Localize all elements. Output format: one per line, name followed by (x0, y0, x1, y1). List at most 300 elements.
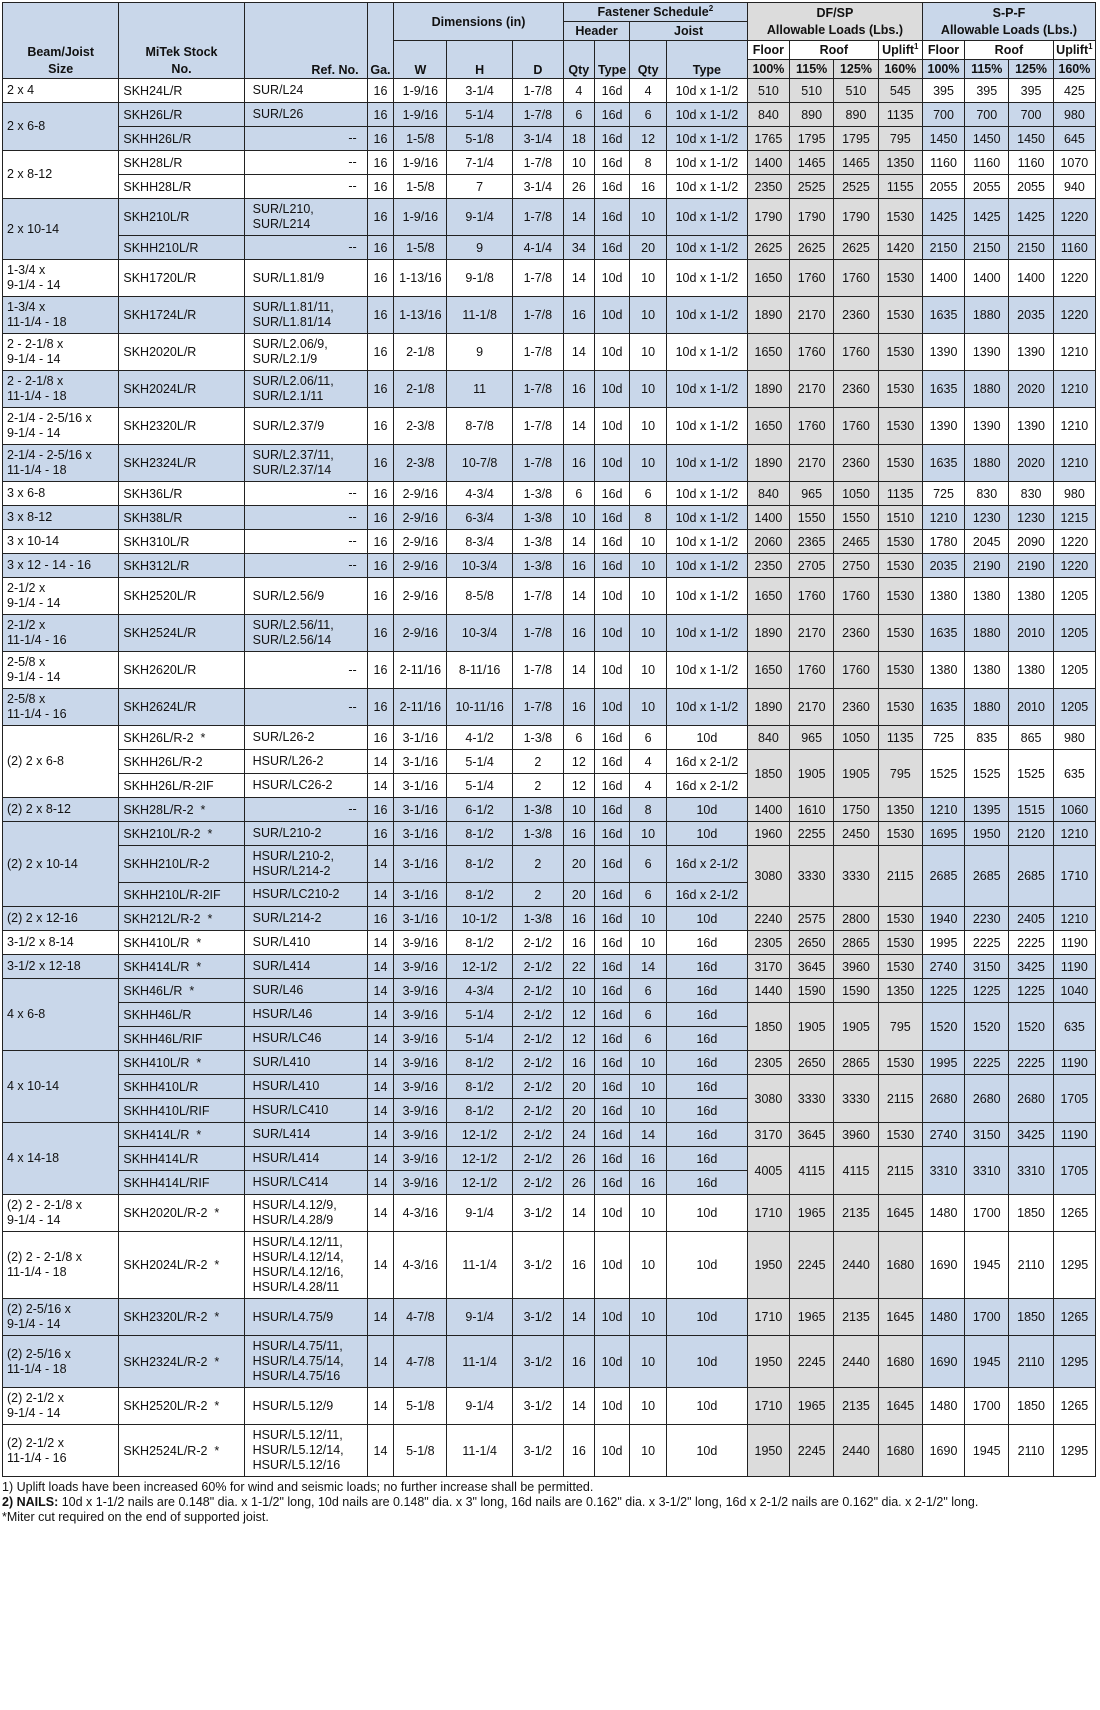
stock-no-cell: SKH2520L/R-2 * (119, 1388, 244, 1425)
joist-qty-cell: 8 (630, 798, 667, 822)
spf-load-cell: 2685 (1009, 846, 1053, 907)
joist-type-cell: 10d x 1-1/2 (666, 652, 747, 689)
header-qty-cell: 4 (563, 79, 594, 103)
dim-h-cell: 5-1/4 (447, 103, 512, 127)
spf-load-cell: 1070 (1053, 151, 1095, 175)
spf-load-cell: 1160 (1009, 151, 1053, 175)
header-qty-cell: 14 (563, 652, 594, 689)
footnote-2: 2) NAILS: 10d x 1-1/2 nails are 0.148" dia. x 1-1/2" long, 10d nails are 0.148" dia. x 3" long, 16d nails are 0.162" dia. x 3-1/2" long, 16d x 2-1/2 nails are 0.162" dia. x 2-1/2" long. (2, 1495, 979, 1509)
stock-no-cell: SKH2620L/R (119, 652, 244, 689)
stock-no-cell: SKH2624L/R (119, 689, 244, 726)
dfsp-load-cell: 1530 (878, 1051, 922, 1075)
beam-size-cell: (2) 2-5/16 x 11-1/4 - 18 (3, 1336, 119, 1388)
dfsp-load-cell: 1760 (834, 578, 878, 615)
beam-size-cell: (2) 2 - 2-1/8 x 9-1/4 - 14 (3, 1195, 119, 1232)
dfsp-load-cell: 2360 (834, 371, 878, 408)
dim-w-cell: 1-9/16 (394, 151, 447, 175)
spf-load-cell: 1210 (1053, 907, 1095, 931)
spf-load-cell: 2110 (1009, 1425, 1053, 1477)
gauge-cell: 16 (367, 798, 394, 822)
gauge-cell: 16 (367, 175, 394, 199)
dfsp-load-cell: 1465 (789, 151, 833, 175)
dim-d-cell: 2 (512, 750, 563, 774)
ref-no-cell: HSUR/LC46 (244, 1027, 367, 1051)
dfsp-load-cell: 1680 (878, 1232, 922, 1299)
spf-load-cell: 1880 (965, 615, 1009, 652)
joist-type-cell: 10d x 1-1/2 (666, 79, 747, 103)
gauge-cell: 14 (367, 774, 394, 798)
ref-no-cell: SUR/L210-2 (244, 822, 367, 846)
header-spf-roof: Roof (965, 41, 1054, 60)
dfsp-load-cell: 795 (878, 127, 922, 151)
spf-load-cell: 1690 (922, 1232, 964, 1299)
dfsp-load-cell: 1760 (834, 408, 878, 445)
dim-w-cell: 2-9/16 (394, 554, 447, 578)
joist-qty-cell: 6 (630, 726, 667, 750)
joist-qty-cell: 10 (630, 931, 667, 955)
header-type-cell: 16d (594, 750, 629, 774)
ref-no-cell: HSUR/L5.12/9 (244, 1388, 367, 1425)
table-row (3, 955, 1096, 979)
dfsp-load-cell: 1795 (834, 127, 878, 151)
dim-h-cell: 8-1/2 (447, 1051, 512, 1075)
joist-qty-cell: 6 (630, 846, 667, 883)
header-spf-115: 115% (965, 60, 1009, 79)
spf-load-cell: 1705 (1053, 1075, 1095, 1123)
dfsp-load-cell: 1890 (747, 445, 789, 482)
header-qty-cell: 12 (563, 1003, 594, 1027)
spf-load-cell: 635 (1053, 1003, 1095, 1051)
dfsp-load-cell: 1645 (878, 1195, 922, 1232)
dfsp-load-cell: 1530 (878, 1123, 922, 1147)
joist-qty-cell: 10 (630, 530, 667, 554)
joist-qty-cell: 10 (630, 1388, 667, 1425)
joist-type-cell: 16d x 2-1/2 (666, 883, 747, 907)
joist-type-cell: 16d (666, 1051, 747, 1075)
ref-no-cell: HSUR/L4.12/11, HSUR/L4.12/14, HSUR/L4.12/16, HSUR/L4.28/11 (244, 1232, 367, 1299)
header-qty-cell: 12 (563, 774, 594, 798)
dim-h-cell: 11-1/4 (447, 1336, 512, 1388)
joist-qty-cell: 10 (630, 689, 667, 726)
gauge-cell: 14 (367, 955, 394, 979)
header-type-cell: 16d (594, 1003, 629, 1027)
dfsp-load-cell: 1760 (834, 652, 878, 689)
dfsp-load-cell: 2525 (789, 175, 833, 199)
gauge-cell: 14 (367, 1425, 394, 1477)
dfsp-load-cell: 2170 (789, 297, 833, 334)
spf-load-cell: 645 (1053, 127, 1095, 151)
stock-no-cell: SKH2324L/R-2 * (119, 1336, 244, 1388)
dfsp-load-cell: 1795 (789, 127, 833, 151)
table-row (3, 1336, 1096, 1388)
dfsp-load-cell: 1710 (747, 1195, 789, 1232)
beam-size-cell: (2) 2 x 12-16 (3, 907, 119, 931)
beam-size-cell: 2-5/8 x 9-1/4 - 14 (3, 652, 119, 689)
dim-h-cell: 3-1/4 (447, 79, 512, 103)
dfsp-load-cell: 1530 (878, 297, 922, 334)
stock-no-cell: SKH410L/R * (119, 1051, 244, 1075)
table-row (3, 79, 1096, 103)
dfsp-load-cell: 1530 (878, 907, 922, 931)
dfsp-load-cell: 1905 (789, 750, 833, 798)
header-type-cell: 16d (594, 1027, 629, 1051)
stock-no-cell: SKH2320L/R-2 * (119, 1299, 244, 1336)
spf-load-cell: 1515 (1009, 798, 1053, 822)
spf-load-cell: 2045 (965, 530, 1009, 554)
spf-load-cell: 1945 (965, 1232, 1009, 1299)
spf-load-cell: 1210 (1053, 445, 1095, 482)
dim-d-cell: 1-7/8 (512, 689, 563, 726)
header-type-cell: 16d (594, 726, 629, 750)
header-type-cell: 16d (594, 798, 629, 822)
spf-load-cell: 3150 (965, 1123, 1009, 1147)
header-qty-cell: 12 (563, 750, 594, 774)
header-dfsp-115: 115% (789, 60, 833, 79)
joist-type-cell: 10d (666, 798, 747, 822)
stock-no-cell: SKH1720L/R (119, 260, 244, 297)
table-row (3, 151, 1096, 175)
spf-load-cell: 2680 (922, 1075, 964, 1123)
gauge-cell: 16 (367, 726, 394, 750)
dfsp-load-cell: 1550 (789, 506, 833, 530)
dfsp-load-cell: 965 (789, 482, 833, 506)
header-qty-cell: 10 (563, 798, 594, 822)
dfsp-load-cell: 2115 (878, 1147, 922, 1195)
dfsp-load-cell: 1890 (747, 371, 789, 408)
joist-type-cell: 10d x 1-1/2 (666, 445, 747, 482)
dfsp-load-cell: 1440 (747, 979, 789, 1003)
joist-qty-cell: 10 (630, 1336, 667, 1388)
spf-load-cell: 1450 (965, 127, 1009, 151)
spf-load-cell: 1400 (965, 260, 1009, 297)
header-type-cell: 16d (594, 822, 629, 846)
joist-qty-cell: 16 (630, 1147, 667, 1171)
dfsp-load-cell: 795 (878, 750, 922, 798)
dfsp-load-cell: 2240 (747, 907, 789, 931)
spf-load-cell: 1480 (922, 1388, 964, 1425)
dim-d-cell: 1-7/8 (512, 260, 563, 297)
ref-no-cell: SUR/L26-2 (244, 726, 367, 750)
dfsp-load-cell: 1650 (747, 260, 789, 297)
spf-load-cell: 2010 (1009, 689, 1053, 726)
dfsp-load-cell: 2305 (747, 931, 789, 955)
gauge-cell: 16 (367, 151, 394, 175)
beam-size-cell: (2) 2 - 2-1/8 x 11-1/4 - 18 (3, 1232, 119, 1299)
spf-load-cell: 1160 (1053, 236, 1095, 260)
gauge-cell: 16 (367, 482, 394, 506)
dim-d-cell: 2-1/2 (512, 1099, 563, 1123)
dfsp-load-cell: 2865 (834, 931, 878, 955)
dfsp-load-cell: 1645 (878, 1388, 922, 1425)
beam-size-cell: 2-1/2 x 11-1/4 - 16 (3, 615, 119, 652)
dim-w-cell: 2-11/16 (394, 689, 447, 726)
header-joist-type: Type (666, 41, 747, 79)
beam-size-cell: 2-1/4 - 2-5/16 x 11-1/4 - 18 (3, 445, 119, 482)
dfsp-load-cell: 1760 (834, 334, 878, 371)
header-type-cell: 16d (594, 907, 629, 931)
stock-no-cell: SKHH46L/R (119, 1003, 244, 1027)
joist-qty-cell: 10 (630, 1299, 667, 1336)
dim-h-cell: 9-1/4 (447, 199, 512, 236)
gauge-cell: 16 (367, 822, 394, 846)
dfsp-load-cell: 2350 (747, 175, 789, 199)
gauge-cell: 16 (367, 506, 394, 530)
dim-h-cell: 10-1/2 (447, 907, 512, 931)
spf-load-cell: 1945 (965, 1336, 1009, 1388)
ref-no-cell: HSUR/L410 (244, 1075, 367, 1099)
dfsp-load-cell: 1530 (878, 652, 922, 689)
dfsp-load-cell: 1760 (789, 578, 833, 615)
header-stock-no: MiTek Stock No. (119, 3, 244, 79)
header-type-cell: 16d (594, 1075, 629, 1099)
dim-w-cell: 3-9/16 (394, 1171, 447, 1195)
spf-load-cell: 980 (1053, 103, 1095, 127)
spf-load-cell: 2010 (1009, 615, 1053, 652)
dim-d-cell: 3-1/2 (512, 1195, 563, 1232)
stock-no-cell: SKH414L/R * (119, 1123, 244, 1147)
dim-w-cell: 3-9/16 (394, 955, 447, 979)
table-row (3, 689, 1096, 726)
joist-qty-cell: 10 (630, 445, 667, 482)
dfsp-load-cell: 1710 (747, 1388, 789, 1425)
dim-w-cell: 2-11/16 (394, 652, 447, 689)
dim-d-cell: 2-1/2 (512, 955, 563, 979)
dfsp-load-cell: 4005 (747, 1147, 789, 1195)
ref-no-cell: SUR/L414 (244, 1123, 367, 1147)
spf-load-cell: 2740 (922, 955, 964, 979)
stock-no-cell: SKHH414L/R (119, 1147, 244, 1171)
gauge-cell: 16 (367, 445, 394, 482)
header-type-cell: 16d (594, 554, 629, 578)
spf-load-cell: 1205 (1053, 615, 1095, 652)
header-joist: Joist (630, 22, 748, 41)
dim-w-cell: 3-9/16 (394, 1075, 447, 1099)
dfsp-load-cell: 1590 (789, 979, 833, 1003)
ref-no-cell: HSUR/L46 (244, 1003, 367, 1027)
dim-w-cell: 1-5/8 (394, 175, 447, 199)
joist-qty-cell: 6 (630, 1027, 667, 1051)
dfsp-load-cell: 840 (747, 103, 789, 127)
dfsp-load-cell: 1530 (878, 530, 922, 554)
dim-d-cell: 1-3/8 (512, 554, 563, 578)
dim-d-cell: 1-3/8 (512, 506, 563, 530)
ref-no-cell: HSUR/LC26-2 (244, 774, 367, 798)
dfsp-load-cell: 2255 (789, 822, 833, 846)
joist-type-cell: 10d x 1-1/2 (666, 199, 747, 236)
header-qty-cell: 16 (563, 1051, 594, 1075)
gauge-cell: 14 (367, 1147, 394, 1171)
gauge-cell: 14 (367, 750, 394, 774)
dfsp-load-cell: 840 (747, 726, 789, 750)
dim-d-cell: 1-7/8 (512, 652, 563, 689)
header-type-cell: 16d (594, 1099, 629, 1123)
spf-load-cell: 1265 (1053, 1388, 1095, 1425)
gauge-cell: 14 (367, 1075, 394, 1099)
dim-h-cell: 10-3/4 (447, 554, 512, 578)
dim-h-cell: 11 (447, 371, 512, 408)
stock-no-cell: SKH2324L/R (119, 445, 244, 482)
spf-load-cell: 1705 (1053, 1147, 1095, 1195)
joist-qty-cell: 10 (630, 1425, 667, 1477)
ref-no-cell: HSUR/LC410 (244, 1099, 367, 1123)
table-row (3, 297, 1096, 334)
dim-w-cell: 2-3/8 (394, 445, 447, 482)
joist-qty-cell: 10 (630, 260, 667, 297)
beam-size-cell: (2) 2 x 6-8 (3, 726, 119, 798)
header-qty-cell: 6 (563, 726, 594, 750)
dfsp-load-cell: 2170 (789, 689, 833, 726)
spf-load-cell: 1160 (965, 151, 1009, 175)
table-row (3, 1195, 1096, 1232)
dfsp-load-cell: 3960 (834, 955, 878, 979)
dim-d-cell: 2-1/2 (512, 931, 563, 955)
spf-load-cell: 2190 (965, 554, 1009, 578)
spf-load-cell: 1635 (922, 297, 964, 334)
stock-no-cell: SKH210L/R-2 * (119, 822, 244, 846)
dfsp-load-cell: 1790 (834, 199, 878, 236)
joist-type-cell: 16d (666, 1123, 747, 1147)
spf-load-cell: 725 (922, 726, 964, 750)
dim-w-cell: 3-9/16 (394, 1147, 447, 1171)
spf-load-cell: 1525 (1009, 750, 1053, 798)
spf-load-cell: 1225 (965, 979, 1009, 1003)
spf-load-cell: 3310 (922, 1147, 964, 1195)
joist-qty-cell: 10 (630, 615, 667, 652)
ref-no-cell: SUR/L2.56/11, SUR/L2.56/14 (244, 615, 367, 652)
dim-w-cell: 5-1/8 (394, 1425, 447, 1477)
header-qty-cell: 16 (563, 689, 594, 726)
spf-load-cell: 2110 (1009, 1232, 1053, 1299)
spf-load-cell: 700 (1009, 103, 1053, 127)
header-spf-100: 100% (922, 60, 964, 79)
beam-size-cell: 4 x 14-18 (3, 1123, 119, 1195)
dfsp-load-cell: 3330 (834, 846, 878, 907)
gauge-cell: 14 (367, 883, 394, 907)
dim-h-cell: 12-1/2 (447, 955, 512, 979)
dfsp-load-cell: 3080 (747, 1075, 789, 1123)
dfsp-load-cell: 2650 (789, 1051, 833, 1075)
stock-no-cell: SKH26L/R (119, 103, 244, 127)
dim-d-cell: 2-1/2 (512, 1171, 563, 1195)
ref-no-cell: -- (244, 151, 367, 175)
header-qty-cell: 14 (563, 1299, 594, 1336)
dfsp-load-cell: 1965 (789, 1388, 833, 1425)
joist-qty-cell: 12 (630, 127, 667, 151)
dfsp-load-cell: 1135 (878, 482, 922, 506)
ref-no-cell: -- (244, 554, 367, 578)
dim-h-cell: 9-1/8 (447, 260, 512, 297)
table-row (3, 236, 1096, 260)
dfsp-load-cell: 510 (789, 79, 833, 103)
dfsp-load-cell: 1950 (747, 1232, 789, 1299)
header-type-cell: 16d (594, 774, 629, 798)
spf-load-cell: 1210 (1053, 408, 1095, 445)
dim-w-cell: 1-9/16 (394, 103, 447, 127)
spf-load-cell: 1190 (1053, 931, 1095, 955)
header-type-cell: 10d (594, 297, 629, 334)
stock-no-cell: SKH410L/R * (119, 931, 244, 955)
spf-load-cell: 1635 (922, 615, 964, 652)
header-qty-cell: 18 (563, 127, 594, 151)
dim-h-cell: 8-1/2 (447, 931, 512, 955)
dim-d-cell: 1-3/8 (512, 822, 563, 846)
header-qty-cell: 14 (563, 334, 594, 371)
spf-load-cell: 725 (922, 482, 964, 506)
spf-load-cell: 2090 (1009, 530, 1053, 554)
spf-load-cell: 1205 (1053, 578, 1095, 615)
beam-size-cell: 3-1/2 x 8-14 (3, 931, 119, 955)
dfsp-load-cell: 4115 (789, 1147, 833, 1195)
dfsp-load-cell: 2245 (789, 1232, 833, 1299)
table-row (3, 1232, 1096, 1299)
joist-type-cell: 10d x 1-1/2 (666, 127, 747, 151)
header-qty-cell: 16 (563, 931, 594, 955)
ref-no-cell: -- (244, 652, 367, 689)
gauge-cell: 14 (367, 1232, 394, 1299)
hanger-load-table (2, 2, 1096, 1477)
dfsp-load-cell: 1530 (878, 260, 922, 297)
ref-no-cell: SUR/L1.81/9 (244, 260, 367, 297)
dfsp-load-cell: 1530 (878, 445, 922, 482)
spf-load-cell: 1450 (922, 127, 964, 151)
dfsp-load-cell: 1950 (747, 1425, 789, 1477)
ref-no-cell: SUR/L2.37/9 (244, 408, 367, 445)
dim-d-cell: 1-7/8 (512, 297, 563, 334)
ref-no-cell: SUR/L410 (244, 931, 367, 955)
dim-w-cell: 2-1/8 (394, 371, 447, 408)
stock-no-cell: SKH212L/R-2 * (119, 907, 244, 931)
header-spf-uplift: Uplift$^1$ (1053, 41, 1095, 60)
gauge-cell: 14 (367, 1336, 394, 1388)
table-row (3, 798, 1096, 822)
stock-no-cell: SKHH410L/R (119, 1075, 244, 1099)
spf-load-cell: 1425 (1009, 199, 1053, 236)
dim-h-cell: 7 (447, 175, 512, 199)
spf-load-cell: 2190 (1009, 554, 1053, 578)
stock-no-cell: SKH2524L/R-2 * (119, 1425, 244, 1477)
spf-load-cell: 1205 (1053, 652, 1095, 689)
dfsp-load-cell: 1530 (878, 689, 922, 726)
beam-size-cell: 2-1/4 - 2-5/16 x 9-1/4 - 14 (3, 408, 119, 445)
gauge-cell: 16 (367, 615, 394, 652)
dim-w-cell: 3-1/16 (394, 907, 447, 931)
spf-load-cell: 1205 (1053, 689, 1095, 726)
dfsp-load-cell: 2135 (834, 1299, 878, 1336)
dfsp-load-cell: 1680 (878, 1425, 922, 1477)
ref-no-cell: HSUR/L4.12/9, HSUR/L4.28/9 (244, 1195, 367, 1232)
spf-load-cell: 2680 (1009, 1075, 1053, 1123)
spf-load-cell: 3310 (965, 1147, 1009, 1195)
dim-w-cell: 2-9/16 (394, 578, 447, 615)
header-type-cell: 16d (594, 127, 629, 151)
dim-d-cell: 3-1/4 (512, 175, 563, 199)
dfsp-load-cell: 1350 (878, 151, 922, 175)
spf-load-cell: 1220 (1053, 297, 1095, 334)
dfsp-load-cell: 2440 (834, 1425, 878, 1477)
gauge-cell: 16 (367, 199, 394, 236)
dim-h-cell: 8-11/16 (447, 652, 512, 689)
dfsp-load-cell: 1765 (747, 127, 789, 151)
header-type-cell: 16d (594, 846, 629, 883)
dim-w-cell: 5-1/8 (394, 1388, 447, 1425)
spf-load-cell: 1635 (922, 371, 964, 408)
ref-no-cell: HSUR/L5.12/11, HSUR/L5.12/14, HSUR/L5.12/16 (244, 1425, 367, 1477)
joist-qty-cell: 10 (630, 334, 667, 371)
spf-load-cell: 2055 (1009, 175, 1053, 199)
spf-load-cell: 1690 (922, 1336, 964, 1388)
dim-d-cell: 4-1/4 (512, 236, 563, 260)
spf-load-cell: 1850 (1009, 1299, 1053, 1336)
